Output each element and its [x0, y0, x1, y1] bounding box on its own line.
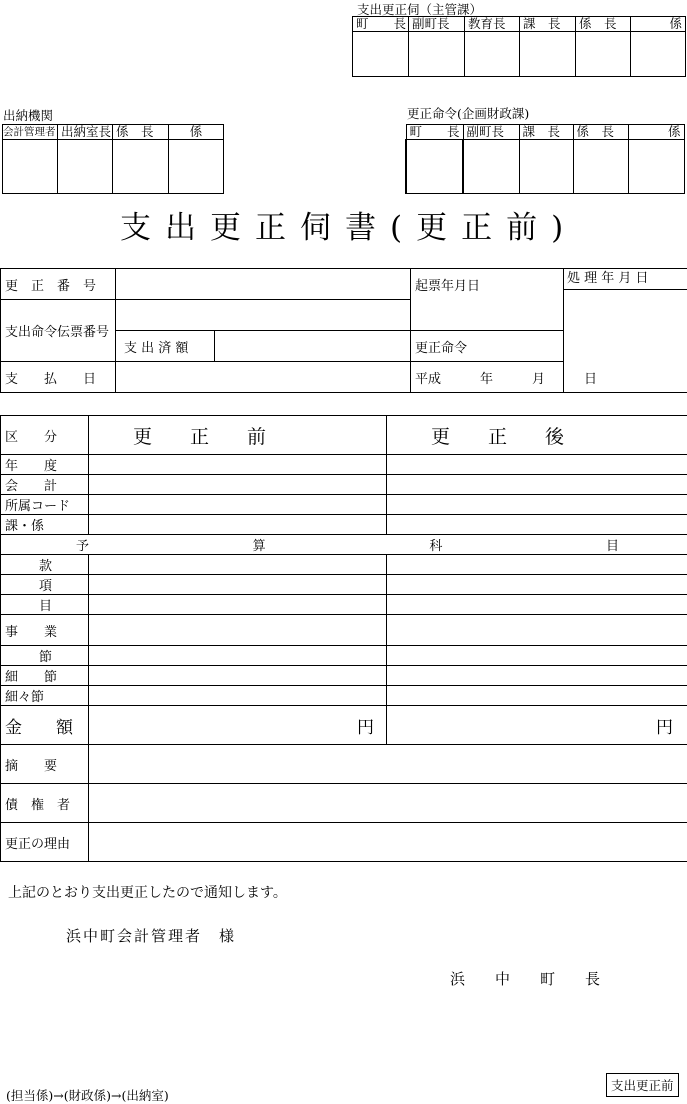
header-sub-chief: 係 長	[576, 17, 631, 32]
sender: 浜 中 町 長	[450, 968, 600, 989]
before-field[interactable]	[89, 646, 387, 666]
header-sub-chief: 係 長	[113, 125, 169, 140]
processing-date-label: 処 理 年 月 日	[564, 269, 687, 290]
yen-unit: 円	[656, 718, 673, 738]
notice-text: 上記のとおり支出更正したので通知します。	[8, 882, 287, 902]
seal-box[interactable]	[628, 140, 684, 194]
approval-finance-table	[405, 124, 685, 194]
seal-box[interactable]	[169, 140, 224, 194]
after-field[interactable]	[387, 495, 687, 515]
seal-box[interactable]	[465, 32, 520, 77]
after-field[interactable]	[387, 555, 687, 575]
header-mayor: 町 長	[353, 17, 409, 32]
summary-label: 摘 要	[1, 745, 89, 784]
header-superintendent: 教育長	[465, 17, 520, 32]
section-label: 課・係	[1, 515, 89, 535]
approval-top-table	[352, 16, 686, 77]
before-field[interactable]	[89, 575, 387, 595]
sub-sub-setsu-label: 細々節	[1, 686, 89, 706]
after-field[interactable]	[387, 575, 687, 595]
sub-setsu-label: 細 節	[1, 666, 89, 686]
summary-field[interactable]	[89, 745, 687, 784]
draft-date-cell[interactable]	[411, 269, 564, 331]
category-label: 区 分	[1, 416, 89, 455]
seal-box[interactable]	[3, 140, 58, 194]
before-field[interactable]	[89, 475, 387, 495]
seal-box[interactable]	[406, 140, 463, 194]
header-cashier-chief: 出納室長	[58, 125, 113, 140]
after-field[interactable]	[387, 646, 687, 666]
amount-after-field[interactable]	[387, 706, 687, 745]
routing-text: (担当係)→(財政係)→(出納室)	[6, 1086, 169, 1104]
header-section-chief: 課 長	[520, 17, 576, 32]
draft-date-label: 起票年月日	[415, 279, 480, 294]
approval-accounting-table	[2, 124, 224, 194]
addressee: 浜中町会計管理者 様	[66, 925, 236, 946]
header-mayor: 町 長	[406, 125, 463, 140]
seal-box[interactable]	[519, 140, 573, 194]
header-deputy-mayor: 副町長	[463, 125, 519, 140]
after-field[interactable]	[387, 666, 687, 686]
before-field[interactable]	[89, 595, 387, 615]
before-field[interactable]	[89, 615, 387, 646]
after-field[interactable]	[387, 595, 687, 615]
before-field[interactable]	[89, 686, 387, 706]
header-staff: 係	[631, 17, 686, 32]
seal-box[interactable]	[113, 140, 169, 194]
info-table	[0, 268, 687, 393]
business-label: 事 業	[1, 615, 89, 646]
before-field[interactable]	[89, 515, 387, 535]
setsu-label: 節	[1, 646, 89, 666]
header-staff: 係	[169, 125, 224, 140]
header-sub-chief: 係 長	[573, 125, 628, 140]
reason-field[interactable]	[89, 823, 687, 862]
header-accounting-manager: 会計管理者	[3, 125, 58, 140]
payment-date-field[interactable]	[116, 362, 411, 393]
reason-label: 更正の理由	[1, 823, 89, 862]
seal-box[interactable]	[58, 140, 113, 194]
approval-top-caption: 支出更正伺（主管課）	[357, 0, 482, 18]
after-header: 更 正 後	[387, 416, 687, 455]
after-field[interactable]	[387, 686, 687, 706]
budget-item-header: 予 算 科 目	[1, 535, 687, 555]
before-field[interactable]	[89, 666, 387, 686]
payment-order-number-field[interactable]	[116, 300, 411, 331]
kan-label: 款	[1, 555, 89, 575]
correction-number-label: 更 正 番 号	[1, 269, 116, 300]
form-label-box: 支出更正前	[606, 1073, 679, 1097]
seal-box[interactable]	[409, 32, 465, 77]
account-label: 会 計	[1, 475, 89, 495]
seal-box[interactable]	[520, 32, 576, 77]
header-staff: 係	[628, 125, 684, 140]
seal-box[interactable]	[463, 140, 519, 194]
amount-before-field[interactable]	[89, 706, 387, 745]
before-field[interactable]	[89, 495, 387, 515]
after-field[interactable]	[387, 615, 687, 646]
before-header: 更 正 前	[89, 416, 387, 455]
approval-finance-caption: 更正命令(企画財政課)	[407, 104, 529, 122]
seal-box[interactable]	[576, 32, 631, 77]
kou-label: 項	[1, 575, 89, 595]
before-field[interactable]	[89, 455, 387, 475]
approval-accounting-caption: 出納機関	[3, 106, 53, 124]
department-code-label: 所属コード	[1, 495, 89, 515]
header-section-chief: 課 長	[519, 125, 573, 140]
era-date-field[interactable]: 平成 年 月 日	[411, 362, 564, 393]
payment-date-label: 支 払 日	[1, 362, 116, 393]
creditor-field[interactable]	[89, 784, 687, 823]
seal-box[interactable]	[353, 32, 409, 77]
detail-table	[0, 415, 687, 862]
moku-label: 目	[1, 595, 89, 615]
correction-order-label: 更正命令	[411, 331, 564, 362]
creditor-label: 債 権 者	[1, 784, 89, 823]
yen-unit: 円	[357, 718, 374, 738]
after-field[interactable]	[387, 455, 687, 475]
header-deputy-mayor: 副町長	[409, 17, 465, 32]
seal-box[interactable]	[631, 32, 686, 77]
seal-box[interactable]	[573, 140, 628, 194]
paid-amount-field[interactable]	[215, 331, 411, 362]
fiscal-year-label: 年 度	[1, 455, 89, 475]
correction-number-field[interactable]	[116, 269, 411, 300]
after-field[interactable]	[387, 515, 687, 535]
document-title: 支出更正伺書(更正前)	[120, 202, 577, 247]
before-field[interactable]	[89, 555, 387, 575]
paid-amount-label: 支 出 済 額	[116, 331, 215, 362]
payment-order-number-label: 支出命令伝票番号	[1, 300, 116, 362]
amount-label: 金 額	[1, 706, 89, 745]
after-field[interactable]	[387, 475, 687, 495]
